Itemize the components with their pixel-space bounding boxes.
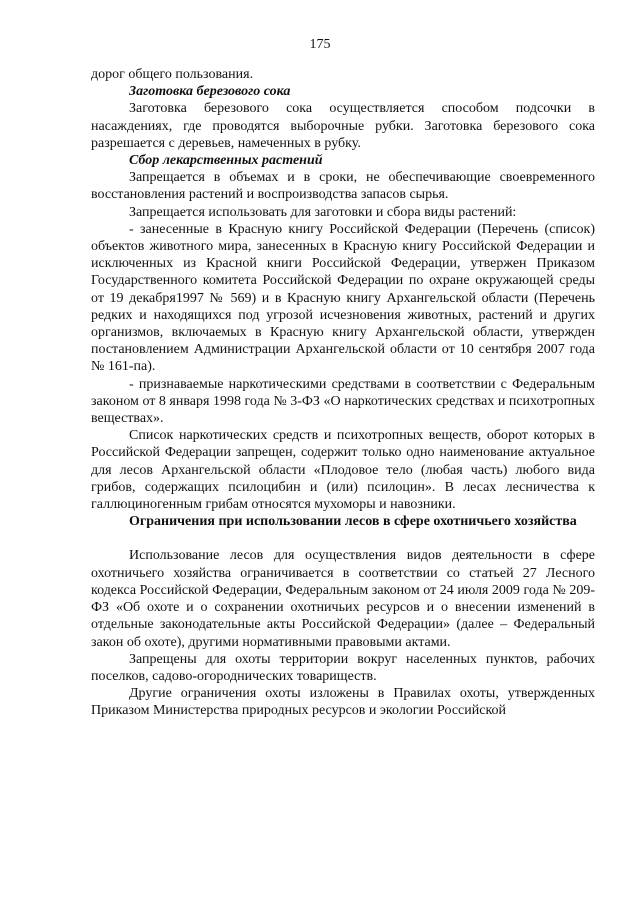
- document-body: [91, 66, 595, 720]
- paragraph-herbs-2: Запрещается использовать для заготовки и сбора виды растений:: [129, 204, 517, 220]
- list-item-narcotic: - признаваемые наркотическими средствами в соответствии с Федеральным законом от 8 января 1998 года № 3-ФЗ «О наркотических средствах и психотропных веществах».: [91, 376, 595, 427]
- paragraph-hunting-1: Использование лесов для осуществления видов деятельности в сфере охотничьего хозяйства ограничивается в соответствии со статьей 27 Лесного кодекса Российской Федерации, Федеральным законом от 24 июля 2009 года № 209-ФЗ «Об охоте и о сохранении охотничьих ресурсов и о внесении изменений в отдельные законодательные акты Российской Федерации» (далее – Федеральный закон об охоте), другими нормативными правовыми актами.: [91, 548, 595, 650]
- paragraph-birch-sap: Заготовка березового сока осуществляется способом подсочки в насаждениях, где проводятся выборочные рубки. Заготовка березового сока разрешается с деревьев, намеченных в рубку.: [91, 101, 595, 151]
- page-number: 175: [309, 37, 331, 52]
- heading-birch-sap: Заготовка березового сока: [129, 84, 291, 100]
- paragraph-hunting-2: Запрещены для охоты территории вокруг населенных пунктов, рабочих поселков, садово-огороднических товариществ.: [91, 651, 595, 684]
- heading-medicinal-plants: Сбор лекарственных растений: [129, 153, 323, 169]
- continuation-line: дорог общего пользования.: [91, 67, 254, 82]
- list-item-red-book: - занесенные в Красную книгу Российской Федерации (Перечень (список) объектов животного мира, занесенных в Красную книгу Российской Федерации и исключенных из Красной книги Российской Федерации, утвержен Приказом Государственного комитета Российской Федерации по охране окружающей среды от 19 декабря1997 № 569) и в Красную книгу Архангельской области (Перечень редких и находящихся под угрозой исчезновения животных, растений и других организмов, включаемых в Красную книгу Архангельской области, утвержден постановлением Администрации Архангельской области от 10 сентября 2007 года № 161-па).: [91, 221, 595, 375]
- paragraph-hunting-3: Другие ограничения охоты изложены в Правилах охоты, утвержденных Приказом Министерства природных ресурсов и экологии Российской: [91, 686, 595, 719]
- paragraph-herbs-1: Запрещается в объемах и в сроки, не обеспечивающие своевременного восстановления растений и воспроизводства запасов сырья.: [91, 170, 595, 203]
- paragraph-herbs-3: Список наркотических средств и психотропных веществ, оборот которых в Российской Федерации запрещен, содержит только одно наименование актуальное для лесов Архангельской области «Плодовое тело (любая часть) любого вида грибов, содержащих псилоцибин и (или) псилоцин». В лесах лесничества к галлюциногенным грибам относятся мухоморы и навозники.: [91, 428, 595, 513]
- heading-hunting: Ограничения при использовании лесов в сфере охотничьего хозяйства: [129, 514, 577, 530]
